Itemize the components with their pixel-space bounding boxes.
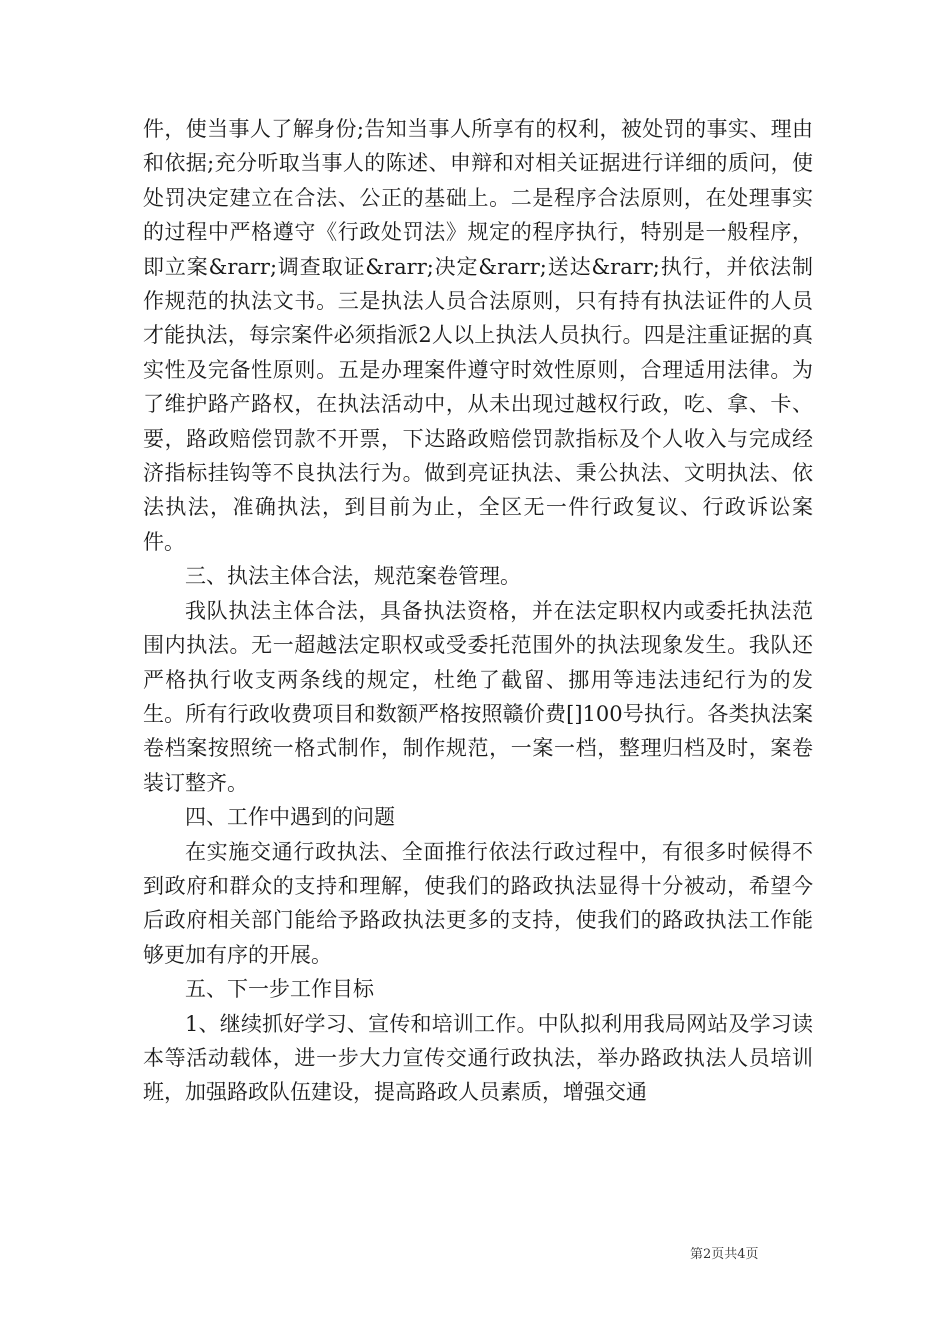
page-number-footer: 第2页共4页: [690, 1247, 759, 1262]
paragraph-continuation: 件，使当事人了解身份;告知当事人所享有的权利，被处罚的事实、理由和依据;充分听取当事人的陈述、申辩和对相关证据进行详细的质问，使处罚决定建立在合法、公正的基础上。二是程序合法原则，在处理事实的过程中严格遵守《行政处罚法》规定的程序执行，特别是一般程序，即立案&rarr;调查取证&rarr;决定&rarr;送达&rarr;执行，并依法制作规范的执法文书。三是执法人员合法原则，只有持有执法证件的人员才能执法，每宗案件必须指派2人以上执法人员执行。四是注重证据的真实性及完备性原则。五是办理案件遵守时效性原则，合理适用法律。为了维护路产路权，在执法活动中，从未出现过越权行政，吃、拿、卡、要，路政赔偿罚款不开票，下达路政赔偿罚款指标及个人收入与完成经济指标挂钩等不良执法行为。做到亮证执法、秉公执法、文明执法、依法执法，准确执法，到目前为止，全区无一件行政复议、行政诉讼案件。: [143, 117, 813, 554]
paragraph-next-goals: 1、继续抓好学习、宣传和培训工作。中队拟利用我局网站及学习读本等活动载体，进一步大力宣传交通行政执法，举办路政执法人员培训班，加强路政队伍建设，提高路政人员素质，增强交通: [143, 1011, 813, 1105]
section-heading-five: 五、下一步工作目标: [185, 977, 374, 1002]
paragraph-subject-legality: 我队执法主体合法，具备执法资格，并在法定职权内或委托执法范围内执法。无一超越法定职权或受委托范围外的执法现象发生。我队还严格执行收支两条线的规定，杜绝了截留、挪用等违法违纪行为的发生。所有行政收费项目和数额严格按照赣价费[]100号执行。各类执法案卷档案按照统一格式制作，制作规范，一案一档，整理归档及时，案卷装订整齐。: [143, 598, 813, 795]
paragraph-problems: 在实施交通行政执法、全面推行依法行政过程中，有很多时候得不到政府和群众的支持和理解，使我们的路政执法显得十分被动，希望今后政府相关部门能给予路政执法更多的支持，使我们的路政执法工作能够更加有序的开展。: [143, 839, 813, 967]
section-heading-four: 四、工作中遇到的问题: [185, 805, 395, 830]
document-body: [143, 112, 813, 1110]
section-heading-three: 三、执法主体合法，规范案卷管理。: [185, 564, 521, 589]
